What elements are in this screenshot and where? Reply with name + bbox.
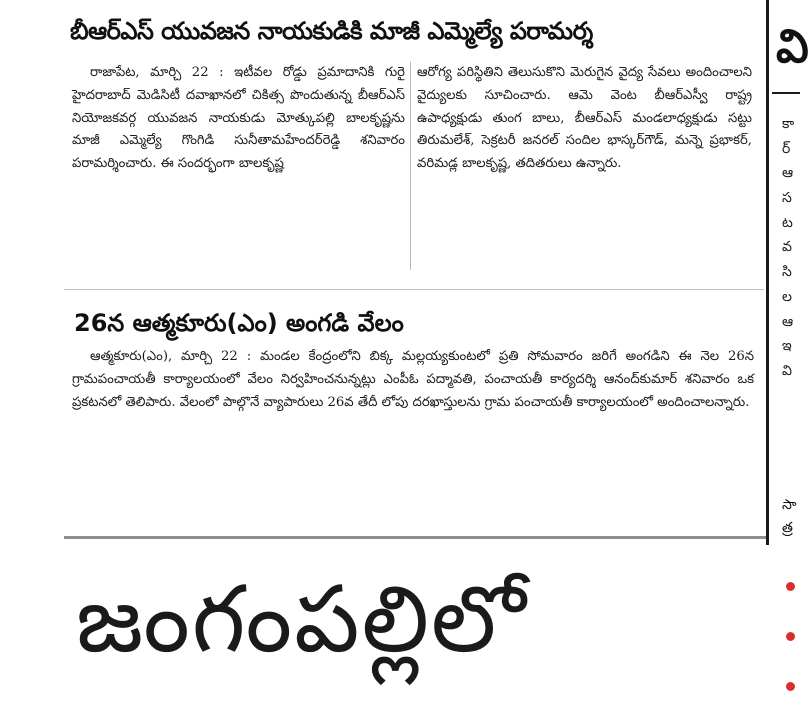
right-column-headline: వి bbox=[776, 19, 809, 73]
bullet-icon bbox=[786, 682, 795, 691]
right-column-line: ఆ bbox=[782, 165, 794, 182]
article-1-column-1: రాజాపేట, మార్చి 22 : ఇటీవల రోడ్డు ప్రమాదానికి గురై హైదరాబాద్ మెడిసిటీ దవాఖానలో చికిత్స పొందుతున్న బీఆర్ఎస్ నియోజకవర్గ యువజన నాయకుడు మోత్కుపల్లి బాలకృష్ణను మాజీ ఎమ్మెల్యే గొంగిడి సునీతామహేందర్‌రెడ్డి శనివారం పరామర్శించారు. ఈ సందర్భంగా బాలకృష్ణ bbox=[72, 65, 405, 172]
right-column-line: ల bbox=[782, 288, 792, 305]
right-column-line: ర్ bbox=[782, 140, 791, 157]
right-column-line: కా bbox=[782, 116, 795, 132]
right-column-line: సి bbox=[782, 264, 792, 281]
right-column-footer-line: సా bbox=[782, 497, 797, 513]
right-column-line: ఆ bbox=[782, 313, 794, 330]
right-column-line: ఇ bbox=[782, 338, 792, 355]
right-column-top-rule bbox=[772, 92, 800, 94]
article-2-body: ఆత్మకూరు(ఎం), మార్చి 22 : మండల కేంద్రంలోని బిక్క మల్లయ్యకుంటలో ప్రతి సోమవారం జరిగే అంగడిని ఈ నెల 26న గ్రామపంచాయతీ కార్యాలయంలో వేలం నిర్వహించనున్నట్లు ఎంపీఓ పద్మావతి, పంచాయతీ కార్యదర్శి ఆనంద్‌కుమార్ శనివారం ఒక ప్రకటనలో తెలిపారు. వేలంలో పాల్గొనే వ్యాపారులు 26వ తేదీ లోపు దరఖాస్తులను గ్రామ పంచాయతీ కార్యాలయంలో అందించాలన్నారు. bbox=[72, 349, 754, 410]
article-1-column-2: ఆరోగ్య పరిస్థితిని తెలుసుకొని మెరుగైన వైద్య సేవలు అందించాలని వైద్యులకు సూచించారు. ఆమె వెంట బీఆర్ఎస్వీ రాష్ట్ర ఉపాధ్యక్షుడు తుంగ బాలు, బీఆర్ఎస్ మండలాధ్యక్షుడు సట్టు తిరుమలేశ్, సెక్రటరీ జనరల్ సందిల భాస్కర్‌గౌడ్, మన్నె ప్రభాకర్, వరిమడ్ల బాలకృష్ణ, తదితరులు ఉన్నారు. bbox=[417, 65, 752, 172]
article-1-headline: బీఆర్ఎస్ యువజన నాయకుడికి మాజీ ఎమ్మెల్యే పరామర్శ bbox=[70, 17, 593, 45]
article-3-headline: జంగంపల్లిలో bbox=[76, 566, 528, 673]
right-column-line: వి bbox=[782, 362, 792, 379]
column-divider bbox=[410, 62, 411, 270]
right-column-footer bbox=[782, 494, 796, 540]
right-column-line: ట bbox=[782, 214, 793, 231]
right-column-line: వ bbox=[782, 239, 792, 256]
article-separator bbox=[64, 289, 764, 290]
right-column-text bbox=[782, 112, 800, 384]
bullet-icon bbox=[786, 632, 795, 641]
right-column-footer-line: త్ర bbox=[782, 520, 793, 536]
article-2-headline: 26న ఆత్మకూరు(ఎం) అంగడి వేలం bbox=[74, 309, 404, 337]
right-column-line: స bbox=[782, 190, 792, 207]
section-separator bbox=[64, 536, 769, 539]
bullet-icon bbox=[786, 582, 795, 591]
right-column-rule bbox=[766, 0, 769, 545]
